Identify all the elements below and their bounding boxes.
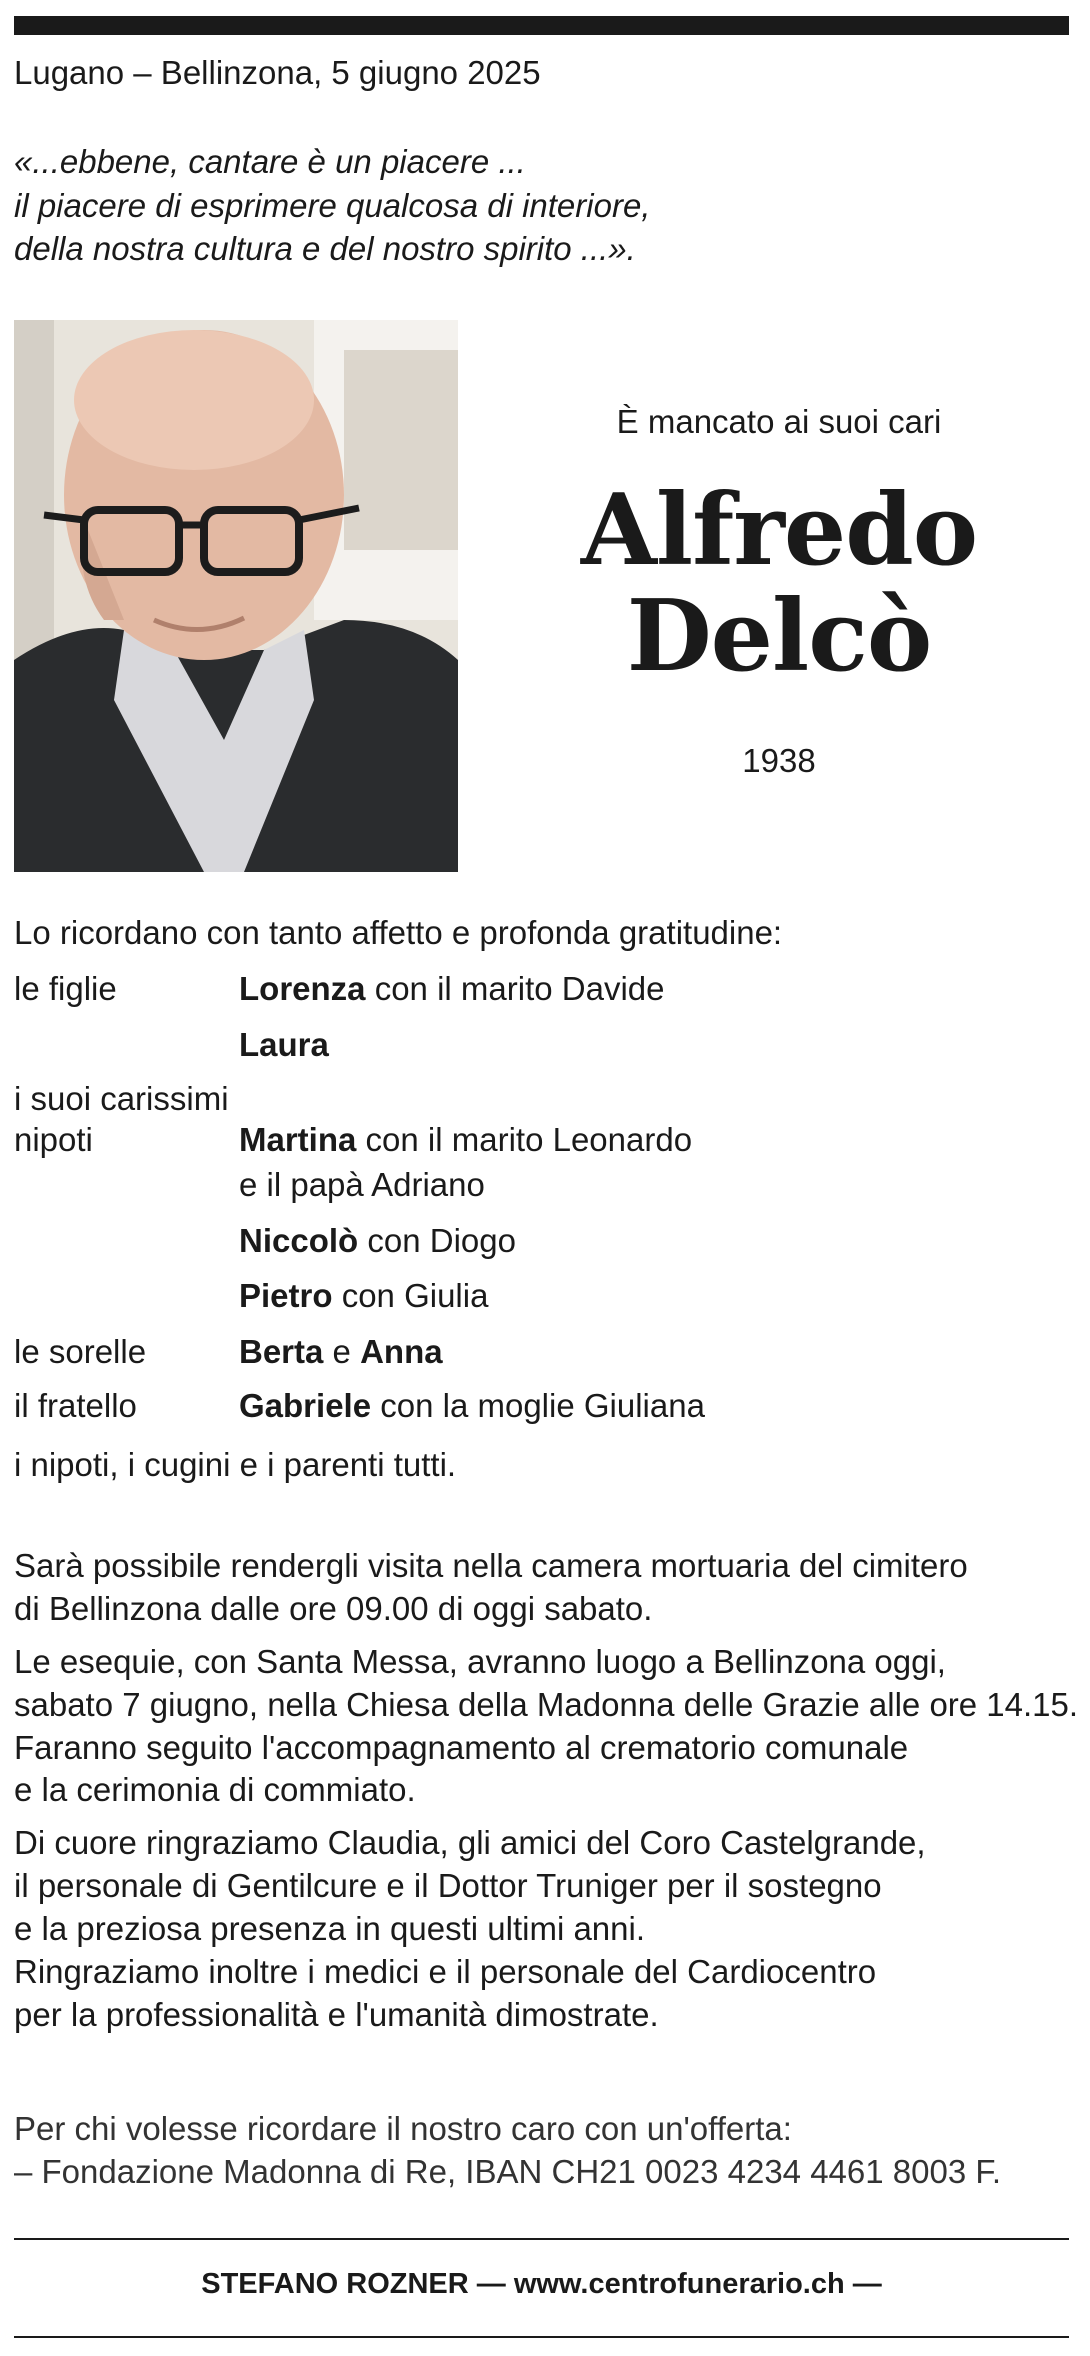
funeral-home-footer: STEFANO ROZNER — www.centrofunerario.ch — [201, 2268, 882, 2300]
mourner-name: Gabriele [239, 1387, 372, 1424]
mourner-row [14, 968, 705, 1024]
donation-note [14, 2108, 1001, 2194]
mourners-intro: Lo ricordano con tanto affetto e profonda gratitudine: [14, 914, 783, 951]
mourner-row [14, 1024, 705, 1078]
place-date: Lugano – Bellinzona, 5 giugno 2025 [14, 54, 541, 91]
mourner-name: Martina [239, 1121, 357, 1158]
mourner-detail: con Diogo [358, 1222, 516, 1259]
mourner-row [14, 1078, 705, 1119]
mourner-relation: i suoi carissimi [14, 1080, 229, 1117]
mourner-name: Pietro [239, 1277, 333, 1314]
footer-rule-bottom [14, 2336, 1069, 2338]
paragraph-thanks [14, 1822, 1074, 2036]
mourner-relation: le sorelle [14, 1333, 147, 1370]
mourner-relation: nipoti [14, 1121, 93, 1158]
mourners-list [14, 968, 705, 1439]
quote [14, 140, 650, 271]
mourner-row [14, 1119, 705, 1164]
text-line: Sarà possibile rendergli visita nella camera mortuaria del cimitero [14, 1547, 968, 1584]
text-line: Ringraziamo inoltre i medici e il personale del Cardiocentro [14, 1953, 877, 1991]
portrait-photo [14, 320, 458, 872]
top-rule [14, 16, 1069, 35]
text-line: di Bellinzona dalle ore 09.00 di oggi sabato. [14, 1589, 653, 1627]
mourner-detail: con Giulia [332, 1277, 489, 1314]
text-line: sabato 7 giugno, nella Chiesa della Madonna delle Grazie alle ore 14.15. [14, 1685, 1079, 1723]
announcement-intro: È mancato ai suoi cari [616, 403, 942, 440]
mourners-closing: i nipoti, i cugini e i parenti tutti. [14, 1446, 457, 1483]
birth-year: 1938 [742, 742, 816, 779]
paragraph-funeral [14, 1641, 1079, 1813]
text-line: Le esequie, con Santa Messa, avranno luogo a Bellinzona oggi, [14, 1642, 946, 1680]
quote-line: della nostra cultura e del nostro spirito ...». [14, 230, 636, 268]
footer-rule-top [14, 2238, 1069, 2240]
mourner-row [14, 1220, 705, 1275]
text-line: Di cuore ringraziamo Claudia, gli amici del Coro Castelgrande, [14, 1824, 926, 1862]
mourner-relation: il fratello [14, 1387, 137, 1424]
mourner-name: Niccolò [239, 1222, 359, 1259]
mourner-relation: le figlie [14, 970, 117, 1007]
quote-line: «...ebbene, cantare è un piacere ... [14, 143, 526, 180]
mourner-detail: con il marito Davide [365, 970, 665, 1007]
quote-line: il piacere di esprimere qualcosa di interiore, [14, 186, 651, 224]
text-line: il personale di Gentilcure e il Dottor Truniger per il sostegno [14, 1867, 882, 1905]
deceased-first-name: Alfredo [580, 473, 978, 588]
mourner-name: Lorenza [239, 970, 366, 1007]
deceased-last-name: Delcò [626, 578, 932, 694]
mourner-name: Laura [239, 1026, 329, 1063]
text-line: Faranno seguito l'accompagnamento al crematorio comunale [14, 1728, 909, 1766]
text-line: e la preziosa presenza in questi ultimi anni. [14, 1910, 646, 1948]
mourner-detail: con il marito Leonardo [356, 1121, 693, 1158]
announcement-body [14, 1545, 1079, 2047]
mourner-name: Anna [360, 1333, 443, 1370]
mourner-row [14, 1331, 705, 1385]
paragraph-visit [14, 1545, 1074, 1631]
mourner-row [14, 1385, 705, 1439]
deceased-name [516, 473, 1042, 694]
text-line: e la cerimonia di commiato. [14, 1771, 416, 1809]
mourner-detail: e il papà Adriano [239, 1166, 485, 1203]
donation-iban: – Fondazione Madonna di Re, IBAN CH21 0023 4234 4461 8003 F. [14, 2152, 1002, 2190]
mourner-detail: e [323, 1333, 361, 1370]
donation-intro: Per chi volesse ricordare il nostro caro con un'offerta: [14, 2110, 792, 2147]
mourner-row [14, 1164, 705, 1220]
mourner-name: Berta [239, 1333, 324, 1370]
text-line: per la professionalità e l'umanità dimostrate. [14, 1995, 659, 2033]
mourner-row [14, 1275, 705, 1331]
mourner-detail: con la moglie Giuliana [371, 1387, 705, 1424]
